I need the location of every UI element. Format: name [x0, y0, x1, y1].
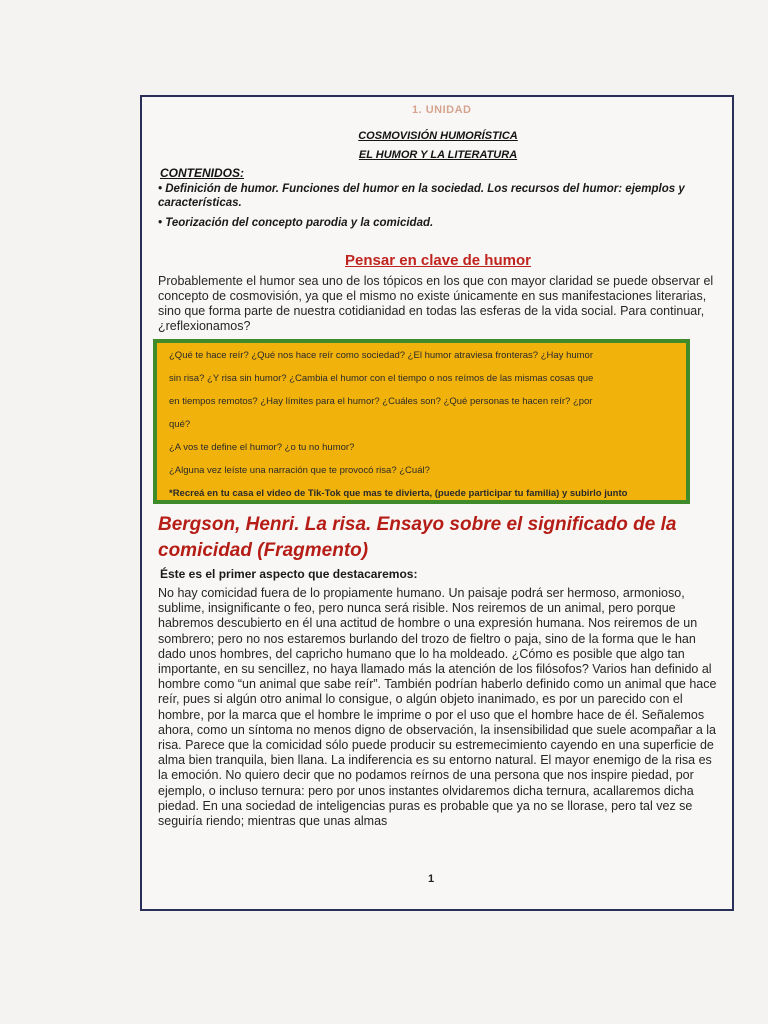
- document-subtitle: EL HUMOR Y LA LITERATURA: [358, 149, 518, 161]
- document-title: COSMOVISIÓN HUMORÍSTICA: [358, 130, 518, 142]
- question-line: ¿A vos te define el humor? ¿o tu no humor?: [169, 442, 355, 453]
- question-line: ¿Qué te hace reír? ¿Qué nos hace reír como sociedad? ¿El humor atraviesa fronteras? ¿Hay humor: [169, 350, 593, 361]
- reading-body: No hay comicidad fuera de lo propiamente humano. Un paisaje podrá ser hermoso, armonioso, sublime, insignificante o feo, pero nunca será risible. Nos reiremos de un animal, pero porque habremos descubierto en él una actitud de hombre o una expresión humana. Nos reiremos de un sombrero; pero no nos estaremos burlando del trozo de fieltro o paja, sino de la forma que le han dado unos hombres, del capricho humano que lo ha moldeado. ¿Cómo es posible que algo tan importante, en su sencillez, no haya llamado más la atención de los filósofos? Varios han definido al hombre como “un animal que sabe reír”. También podrían haberlo definido como un animal que hace reír, pues si algún otro animal lo consigue, o algún objeto inanimado, es por un parecido con el hombre, por la marca que el hombre le imprime o por el uso que el hombre hace de él. Señalemos ahora, como un síntoma no menos digno de observación, la insensibilidad que suele acompañar a la risa. Parece que la comicidad sólo puede producir su estremecimiento cayendo en una superficie de alma bien tranquila, bien llana. La indiferencia es su entorno natural. El mayor enemigo de la risa es la emoción. No quiero decir que no podamos reírnos de una persona que nos inspire piedad, por ejemplo, o incluso ternura: pero por unos instantes olvidaremos dicha ternura, acallaremos dicha piedad. En una sociedad de inteligencias puras es probable que ya no se llorase, pero tal vez se seguiría riendo; mientras que unas almas: [158, 586, 717, 829]
- section-heading: Pensar en clave de humor: [345, 252, 531, 269]
- page-number: 1: [428, 873, 435, 885]
- contents-item: • Definición de humor. Funciones del humor en la sociedad. Los recursos del humor: ejemplos y características.: [158, 183, 685, 209]
- question-line: sin risa? ¿Y risa sin humor? ¿Cambia el humor con el tiempo o nos reímos de las mismas cosas que: [169, 373, 594, 384]
- question-line: ¿Alguna vez leíste una narración que te provocó risa? ¿Cuál?: [169, 465, 430, 476]
- reading-title: Bergson, Henri. La risa. Ensayo sobre el significado de la comicidad (Fragmento): [158, 514, 677, 561]
- contents-item: • Teorización del concepto parodia y la comicidad.: [158, 217, 434, 229]
- question-line: en tiempos remotos? ¿Hay límites para el humor? ¿Cuáles son? ¿Qué personas te hacen reír? ¿por: [169, 396, 593, 407]
- intro-paragraph: Probablemente el humor sea uno de los tópicos en los que con mayor claridad se puede observar el concepto de cosmovisión, ya que el mismo no existe únicamente en sus manifestaciones literarias, sino que forma parte de nuestra cotidianidad en todas las esferas de la vida social. Para continuar, ¿reflexionamos?: [158, 274, 714, 333]
- questions-box: [153, 339, 690, 504]
- aspect-line: Éste es el primer aspecto que destacaremos:: [160, 567, 418, 581]
- contents-heading: CONTENIDOS:: [160, 166, 244, 180]
- question-line: *Recreá en tu casa el video de Tik-Tok que mas te divierta, (puede participar tu familia) y subirlo junto: [169, 488, 628, 499]
- question-line: qué?: [169, 419, 191, 430]
- unit-label: 1. UNIDAD: [412, 104, 472, 116]
